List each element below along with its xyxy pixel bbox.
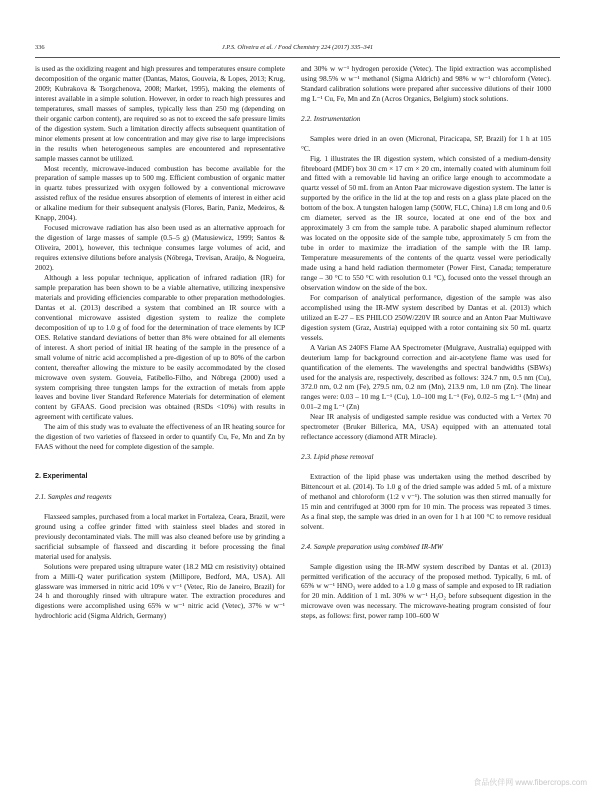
paragraph: Sample digestion using the IR-MW system described by Dantas et al. (2013) permitted verification of the accuracy of the proposed method. Typically, 6 mL of 65% w w⁻¹ HNO₃ were added to a 1.0 g mass of sample and exposed to IR radiation for 20 min. Addition of 1 mL 30% w w⁻¹ H₂O₂ before subsequent digestion in the microwave oven was necessary. The microwave-heating program consisted of four steps, as follows: first, power ramp 100–600 W xyxy=(301,561,551,621)
spacer xyxy=(35,452,285,472)
watermark: 食品伙伴网 www.fibercrops.com xyxy=(473,778,587,787)
section-heading: 2. Experimental xyxy=(35,472,88,481)
paragraph: and 30% w w⁻¹ hydrogen peroxide (Vetec). The lipid extraction was accomplished using 98.5% w w⁻¹ methanol (Sigma Aldrich) and 98% w w⁻¹ chloroform (Vetec). Standard calibration solutions were prepared after successive dilutions of their 1000 mg L⁻¹ Cu, Fe, Mn and Zn (Acros Organics, Belgium) stock solutions. xyxy=(301,64,551,103)
paragraph: For comparison of analytical performance, digestion of the sample was also accomplished using the IR-MW system described by Dantas et al. (2013) which utilized an E-27 – ES PHILCO 250W/220V IR source and an Anton Paar Multiwave digestion system (Graz, Austria) equipped with a rotor containing six 50 mL quartz vessels. xyxy=(301,292,551,342)
paragraph: is used as the oxidizing reagent and high pressures and temperatures ensure complete decomposition of the organic matter (Dantas, Matos, Gouveia, & Lopes, 2013; Krug, 2009; Kubrakova & Tsorgchenova, 2008; Market, 1995), making the elements of interest available in a simple solution. However, in order to reach high pressures and temperatures, small masses of samples, typically less than 250 mg (depending on their organic carbon content), are required so as not to exceed the safe pressure limits of the digestion system. Such a limitation directly affects subsequent quantitation of minor elements present at low concentration and may give rise to large imprecisions in the results when heterogeneous samples are encountered and representative sample masses cannot be utilized. xyxy=(35,64,285,163)
paragraph: Fig. 1 illustrates the IR digestion system, which consisted of a medium-density fibreboard (MDF) box 30 cm × 17 cm × 20 cm, internally coated with aluminum foil and fitted with a removable lid having an orifice large enough to accommodate a quartz vessel of 50 mL from an Anton Paar microwave digestion system. The latter is supported by the orifice in the lid at the top and rests on a glass plate placed on the bottom of the box. A tungsten halogen lamp (500W, FLC, China) 1.8 cm long and 0.6 cm diameter, served as the IR source, located at one end of the box and approximately 3 cm from the sample tube. A parabolic shaped aluminum reflector was located on the opposite side of the sample tube, approximately 5 cm from the tube in order to maximize the irradiation of the sample with the IR lamp. Temperature measurements of the contents of the quartz vessel were periodically made using a hand held radiation thermometer (Power First, Canada; temperature range – 30 °C to 550 °C with resolution 0.1 °C), focused onto the vessel through an observation window on the side of the box. xyxy=(301,153,551,292)
spacer xyxy=(301,462,551,472)
right-column xyxy=(301,64,551,784)
page-number: 336 xyxy=(35,44,45,51)
paragraph: Most recently, microwave-induced combustion has become available for the preparation of sample masses up to 500 mg. Efficient combustion of organic matter in quartz tubes pressurized with oxygen followed by a conventional microwave assisted reflux of the residue ensures absorption of elements of interest in either acid or alkaline medium for their subsequent analysis (Flores, Barin, Paniz, Medeiros, & Knapp, 2004). xyxy=(35,163,285,223)
left-column xyxy=(35,64,285,784)
paragraph: Solutions were prepared using ultrapure water (18.2 MΩ cm resistivity) obtained from a Milli-Q water purification system (Millipore, Bedford, MA, USA). All glassware was immersed in nitric acid 10% v v⁻¹ (Vetec, Rio de Janeiro, Brazil) for 24 h and thoroughly rinsed with ultrapure water. The extraction procedures and digestions were accomplished using 65% w w⁻¹ nitric acid (Vetec), 37% w w⁻¹ hydrochloric acid (Sigma Aldrich, Germany) xyxy=(35,561,285,621)
paragraph: Samples were dried in an oven (Micronal, Piracicapa, SP, Brazil) for 1 h at 105 °C. xyxy=(301,133,551,153)
spacer xyxy=(301,532,551,542)
paragraph: Extraction of the lipid phase was undertaken using the method described by Bittencourt et al. (2014). To 1.0 g of the dried sample was added 5 mL of a mixture of methanol and chloroform (1:2 v v⁻¹). The solution was then stirred manually for 15 min and centrifuged at 3000 rpm for 10 min. The process was repeated 3 times. As a final step, the sample was dried in an oven for 1 h at 100 °C to remove residual solvent. xyxy=(301,472,551,531)
paragraph: Although a less popular technique, application of infrared radiation (IR) for sample preparation has been shown to be a viable alternative, utilizing inexpensive materials and providing efficiencies comparable to other preparation methodologies. Dantas et al. (2013) described a system that combined an IR source with a conventional microwave assisted digestion system to realize the complete decomposition of up to 1.0 g of food for the determination of trace elements by ICP OES. Relative standard deviations of better than 8% were obtained for all elements of interest. A short period of initial IR heating of the sample in the presence of a small volume of nitric acid accomplished a pre-digestion of up to 80% of the carbon content, thereafter allowing the mixture to be easily accommodated by the closed microwave oven system. Gouveia, Fatibello-Filho, and Nóbrega (2000) used a system comprising three tungsten lamps for the extraction of metals from apple leaves and bovine liver Standard Reference Materials for determination of element content by GFAAS. Good precision was obtained (RSDs <10%) with results in agreement with certificate values. xyxy=(35,273,285,422)
spacer xyxy=(35,482,285,492)
paragraph: Flaxseed samples, purchased from a local market in Fortaleza, Ceara, Brazil, were ground using a coffee grinder fitted with stainless steel blades and stored in previously decontaminated vials. The mill was also cleaned before use by grinding a sacrificial subsample of flaxseed and discarding it before processing the final material used for analysis. xyxy=(35,511,285,561)
journal-citation: J.P.S. Oliveira et al. / Food Chemistry 224 (2017) 335–341 xyxy=(221,44,374,51)
spacer xyxy=(301,104,551,114)
paragraph: Near IR analysis of undigested sample residue was conducted with a Vertex 70 spectrometer (Bruker Billerica, MA, USA) equipped with an attenuated total reflectance accessory (diamond ATR Miracle). xyxy=(301,412,551,442)
subsection-heading: 2.1. Samples and reagents xyxy=(35,491,112,501)
spacer xyxy=(301,552,551,562)
subsection-heading: 2.3. Lipid phase removal xyxy=(301,452,374,462)
paragraph: The aim of this study was to evaluate the effectiveness of an IR heating source for the digestion of two varieties of flaxseed in order to quantify Cu, Fe, Mn and Zn by FAAS without the need for complete digestion of the sample. xyxy=(35,422,285,452)
subsection-heading: 2.4. Sample preparation using combined IR-MW xyxy=(301,541,443,551)
header-rule xyxy=(35,57,560,58)
spacer xyxy=(301,442,551,452)
subsection-heading: 2.2. Instrumentation xyxy=(301,113,361,123)
paragraph: Focused microwave radiation has also been used as an alternative approach for the digestion of large masses of sample (0.5–5 g) (Matusiewicz, 1999; Santos & Oliveira, 2001), however, this technique consumes large volumes of acid, and requires extensive dilutions before analysis (Nóbrega, Trevisan, Araújo, & Nogueira, 2002). xyxy=(35,223,285,273)
spacer xyxy=(301,124,551,134)
paragraph: A Varian AS 240FS Flame AA Spectrometer (Mulgrave, Australia) equipped with deuterium lamp for background correction and air-acetylene flame was used for quantification of the elements. The wavelengths and spectral bandwidths (SBWs) used for the analysis are, respectively, described as follows: 324.7 nm, 0.5 nm (Cu), 372.0 nm, 0.2 nm (Fe), 279.5 nm, 0.2 nm (Mn), 213.9 nm, 1.0 nm (Zn). The linear ranges were: 0.03 – 10 mg L⁻¹ (Cu), 1.0–100 mg L⁻¹ (Fe), 0.02–5 mg L⁻¹ (Mn) and 0.01–2 mg L⁻¹ (Zn) xyxy=(301,342,551,412)
running-header xyxy=(35,44,560,56)
spacer xyxy=(35,502,285,512)
